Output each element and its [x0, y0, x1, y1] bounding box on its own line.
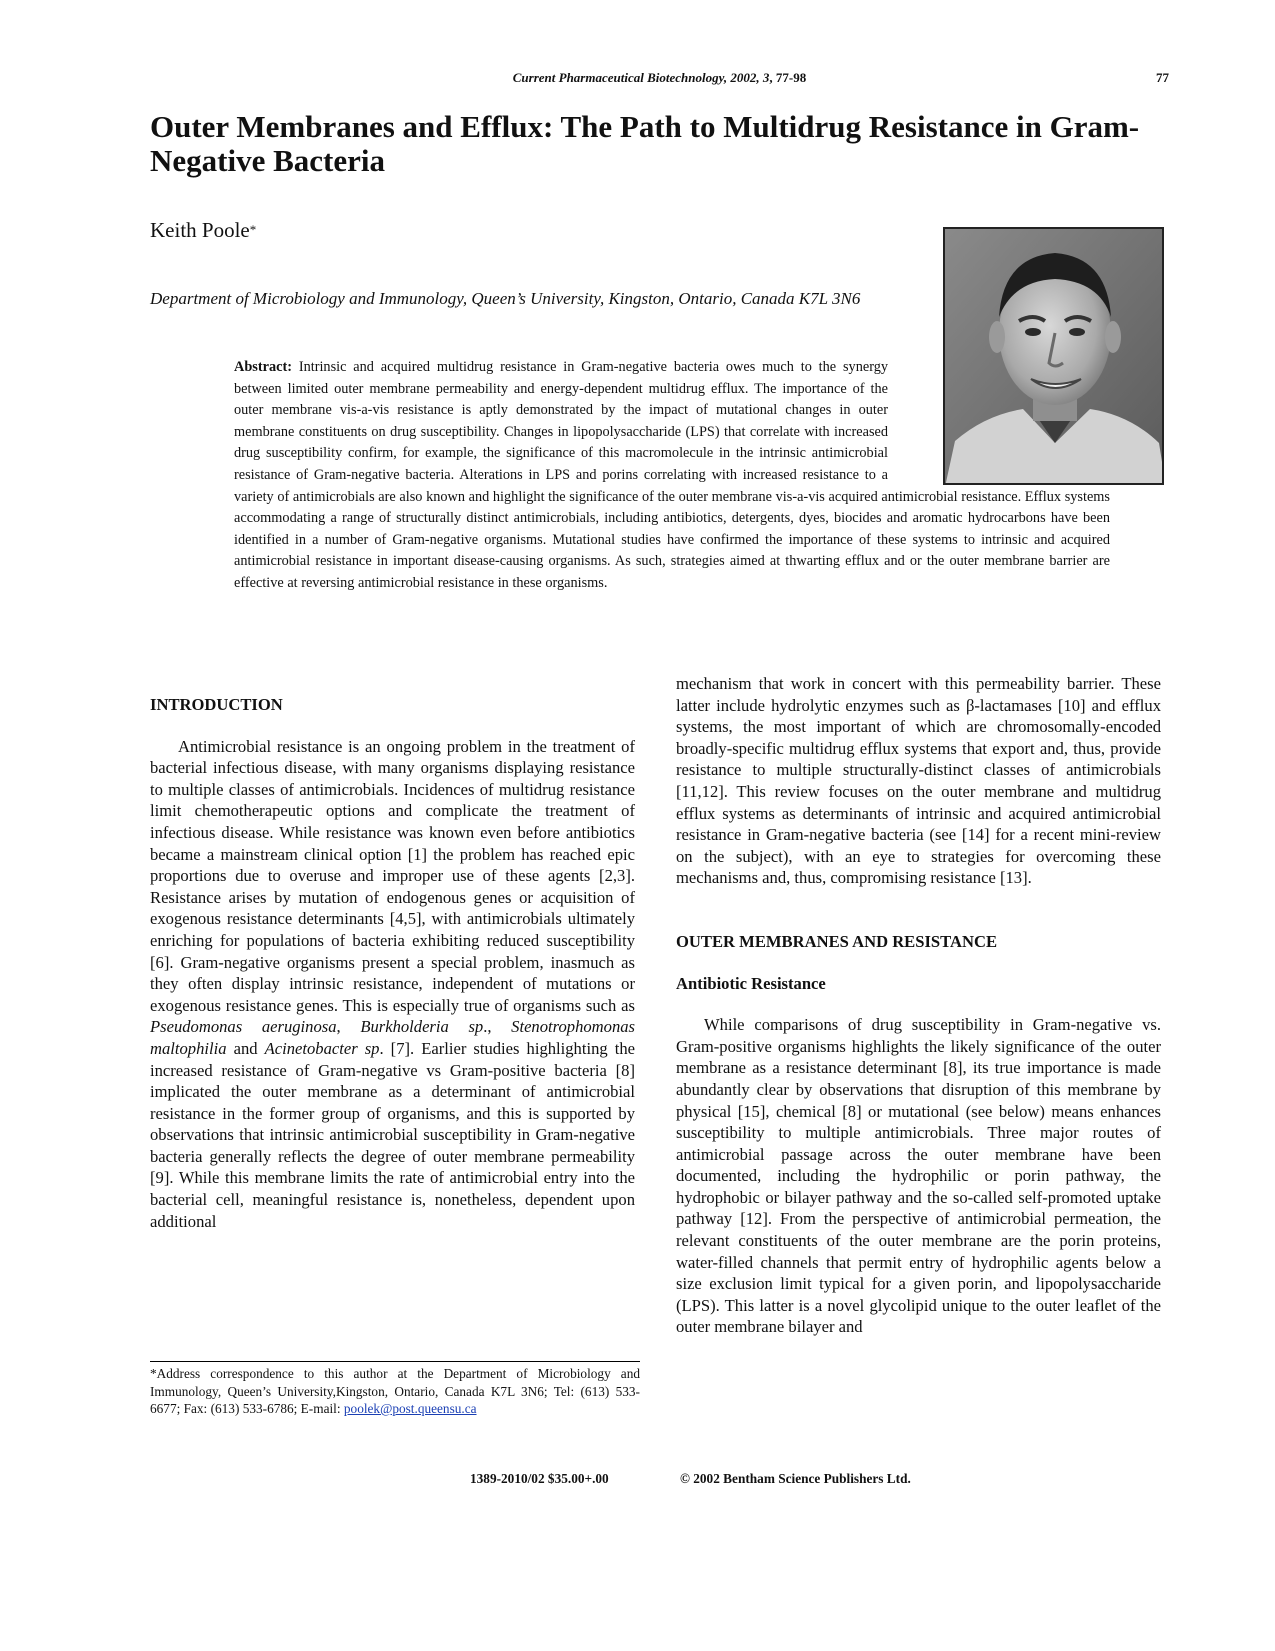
left-column: [150, 694, 635, 1232]
correspondence-footnote: *Address correspondence to this author at the Department of Microbiology and Immunology, Queen’s University,Kingston, Ontario, Canada K7L 3N6; Tel: (613) 533-6677; Fax: (613) 533-6786; E-mail: poolek@post.queensu.ca: [150, 1361, 640, 1418]
organism-name: Stenotrophomonas maltophilia: [150, 1017, 635, 1058]
introduction-paragraph-2: mechanism that work in concert with this permeability barrier. These latter include hydrolytic enzymes such as β-lactamases [10] and efflux systems, the most important of which are chromosomally-encoded broadly-specific multidrug efflux systems that export and, thus, provide resistance to multiple structurally-distinct classes of antimicrobials [11,12]. This review focuses on the outer membrane and multidrug efflux systems as determinants of intrinsic and acquired antimicrobial resistance in Gram-negative bacteria (see [14] for a recent mini-review on the subject), with an eye to strategies for overcoming these mechanisms and, thus, compromising resistance [13].: [676, 674, 1161, 888]
section-heading-introduction: INTRODUCTION: [150, 695, 283, 714]
outer-membranes-paragraph-1: While comparisons of drug susceptibility in Gram-negative vs. Gram-positive organisms highlights the likely significance of the outer membrane as a resistance determinant [8], its true importance is made abundantly clear by observations that disruption of this membrane by physical [15], chemical [8] or mutational (see below) means enhances susceptibility to multiple antimicrobials. Three major routes of antimicrobial passage across the outer membrane have been documented, including the hydrophilic or porin pathway, the hydrophobic or bilayer pathway and the so-called self-promoted uptake pathway [12]. From the perspective of antimicrobial permeation, the relevant constituents of the outer membrane are the porin proteins, water-filled channels that permit entry of hydrophilic agents below a size exclusion limit typical for a given porin, and lipopolysaccharide (LPS). This latter is a novel glycolipid unique to the outer leaflet of the outer membrane bilayer and: [676, 1015, 1161, 1337]
abstract-label: Abstract:: [234, 359, 292, 375]
organism-name: Acinetobacter sp: [264, 1038, 380, 1058]
author-name: Keith Poole: [150, 218, 250, 242]
introduction-paragraph-1: Antimicrobial resistance is an ongoing problem in the treatment of bacterial infectious disease, with many organisms displaying resistance to multiple classes of antimicrobials. Incidences of multidrug resistance limit chemotherapeutic options and complicate the treatment of infectious disease. While resistance was known even before antibiotics became a mainstream clinical option [1] the problem has reached epic proportions due to overuse and improper use of these agents [2,3]. Resistance arises by mutation of endogenous genes or acquisition of exogenous resistance determinants [4,5], with antimicrobials ultimately enriching for populations of bacteria exhibiting reduced susceptibility [6]. Gram-negative organisms present a special problem, inasmuch as they often display intrinsic resistance, independent of mutations or exogenous resistance genes. This is especially true of organisms such as Pseudomonas aeruginosa, Burkholderia sp., Stenotrophomonas maltophilia and Acinetobacter sp. [7]. Earlier studies highlighting the increased resistance of Gram-negative vs Gram-positive bacteria [8] implicated the outer membrane as a determinant of antimicrobial resistance in the former group of organisms, and this is supported by observations that intrinsic antimicrobial susceptibility in Gram-negative bacteria generally reflects the degree of outer membrane permeability [9]. While this membrane limits the rate of antimicrobial entry into the bacterial cell, meaningful resistance is, nonetheless, dependent upon additional: [150, 736, 635, 1231]
subsection-heading-antibiotic-resistance: Antibiotic Resistance: [676, 973, 826, 993]
right-column: [676, 673, 1161, 1338]
organism-name: Burkholderia sp: [360, 1017, 484, 1037]
issn-price: 1389-2010/02 $35.00+.00: [470, 1471, 609, 1486]
page-number: 77: [1156, 70, 1169, 85]
author-footnote-mark: *: [249, 222, 257, 237]
section-heading-outer-membranes: OUTER MEMBRANES AND RESISTANCE: [676, 931, 998, 951]
email-link[interactable]: poolek@post.queensu.ca: [343, 1401, 477, 1416]
article-title: Outer Membranes and Efflux: The Path to Multidrug Resistance in Gram-Negative Bacteria: [150, 109, 1140, 178]
abstract: [234, 357, 1110, 595]
abstract-text: Intrinsic and acquired multidrug resistance in Gram-negative bacteria owes much to the synergy between limited outer membrane permeability and energy-dependent multidrug efflux. The importance of the outer membrane vis-a-vis resistance is aptly demonstrated by the impact of mutational changes in outer membrane constituents on drug susceptibility. Changes in lipopolysaccharide (LPS) that correlate with increased drug susceptibility confirm, for example, the significance of this macromolecule in the intrinsic antimicrobial resistance of Gram-negative bacteria. Alterations in LPS and porins correlating with increased resistance to a variety of antimicrobials are also known and highlight the significance of the outer membrane vis-a-vis acquired antimicrobial resistance. Efflux systems accommodating a range of structurally distinct antimicrobials, including antibiotics, detergents, dyes, biocides and aromatic hydrocarbons have been identified in a number of Gram-negative organisms. Mutational studies have confirmed the importance of these systems to intrinsic and acquired antimicrobial resistance in important disease-causing organisms. As such, strategies aimed at thwarting efflux and or the outer membrane barrier are effective at reversing antimicrobial resistance in these organisms.: [234, 359, 1110, 591]
affiliation: Department of Microbiology and Immunology, Queen’s University, Kingston, Ontario, Canada K7L 3N6: [150, 289, 861, 308]
copyright: © 2002 Bentham Science Publishers Ltd.: [680, 1471, 911, 1486]
journal-citation: Current Pharmaceutical Biotechnology, 2002, 3, 77-98: [512, 70, 807, 85]
organism-name: Pseudomonas aeruginosa: [150, 1017, 337, 1037]
author-line: [150, 218, 256, 243]
running-head: [150, 70, 1169, 90]
